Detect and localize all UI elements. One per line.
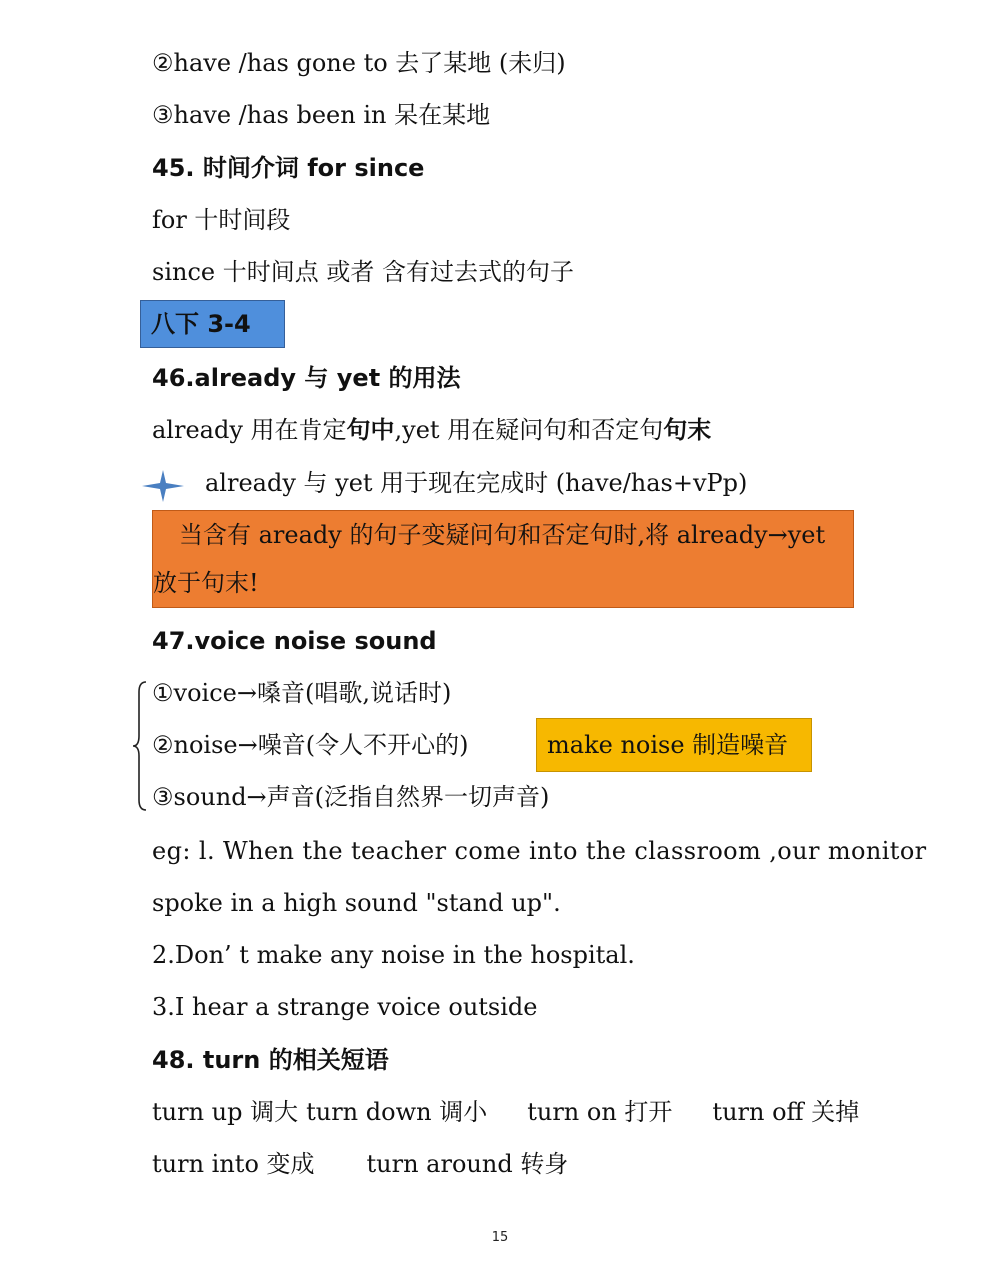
have-been-in-line: ③have /has been in 呆在某地 [152, 101, 491, 129]
turn-phrase: turn around 转身 [366, 1150, 569, 1178]
note-line-2: 放于句末! [153, 569, 259, 597]
example-1a: eg: l. When the teacher come into the classroom ,our monitor [152, 837, 927, 865]
heading-47: 47.voice noise sound [152, 627, 437, 655]
four-point-star-icon [140, 468, 186, 504]
note-line-1: 当含有 aready 的句子变疑问句和否定句时,将 already→yet [179, 521, 826, 549]
turn-phrases-row-2 [152, 1149, 568, 1179]
already-yet-note-box [152, 510, 854, 608]
turn-phrase: turn on 打开 [527, 1098, 673, 1126]
left-brace-icon [130, 680, 150, 812]
for-line: for 十时间段 [152, 206, 291, 234]
make-noise-box: make noise 制造噪音 [536, 718, 812, 772]
section-tag: 八下 3-4 [140, 300, 285, 348]
heading-48: 48. turn 的相关短语 [152, 1046, 389, 1074]
already-usage-line [152, 415, 711, 445]
heading-45: 45. 时间介词 for since [152, 154, 425, 182]
example-1b: spoke in a high sound "stand up". [152, 889, 561, 917]
noise-item: ②noise→噪音(令人不开心的) [152, 731, 469, 759]
sound-item: ③sound→声音(泛指自然界一切声音) [152, 783, 550, 811]
turn-phrases-row-1 [152, 1097, 859, 1127]
already-usage-part1: already 用在肯定 [152, 416, 347, 444]
have-gone-to-line: ②have /has gone to 去了某地 (未归) [152, 49, 566, 77]
already-usage-bold1: 句中 [346, 415, 395, 444]
turn-phrase: turn down 调小 [306, 1098, 488, 1126]
turn-phrase: turn off 关掉 [712, 1098, 860, 1126]
turn-phrase: turn up 调大 [152, 1098, 299, 1126]
voice-item: ①voice→嗓音(唱歌,说话时) [152, 679, 452, 707]
turn-phrase: turn into 变成 [152, 1150, 315, 1178]
since-line: since 十时间点 或者 含有过去式的句子 [152, 258, 574, 286]
example-3: 3.I hear a strange voice outside [152, 993, 538, 1021]
page-number: 15 [491, 1230, 509, 1245]
heading-46: 46.already 与 yet 的用法 [152, 364, 461, 392]
already-usage-bold2: 句末 [663, 415, 712, 444]
already-usage-part2: ,yet 用在疑问句和否定句 [394, 416, 664, 444]
present-perfect-line: already 与 yet 用于现在完成时 (have/has+vPp) [205, 469, 748, 497]
example-2: 2.Don’ t make any noise in the hospital. [152, 941, 635, 969]
